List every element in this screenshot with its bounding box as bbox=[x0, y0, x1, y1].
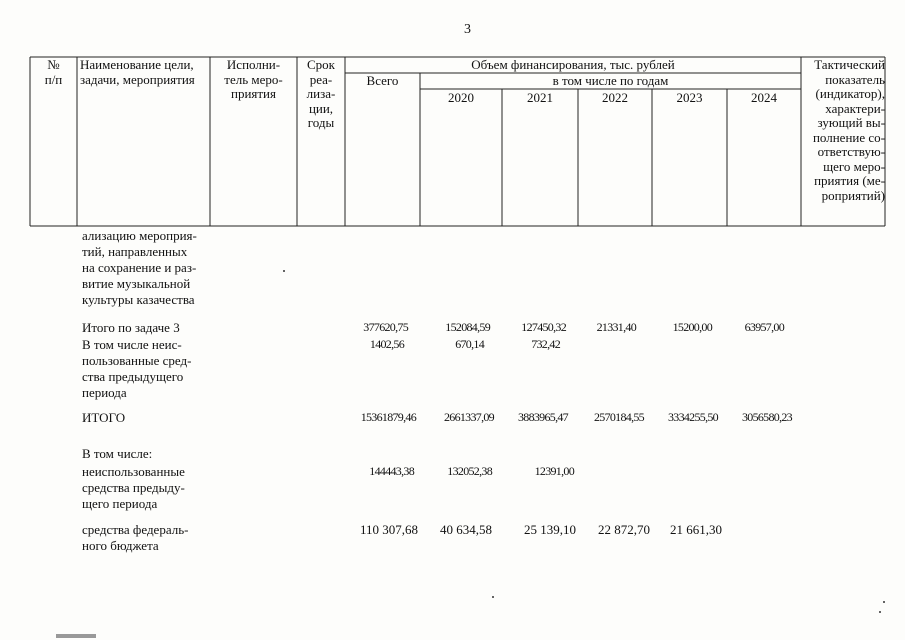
total-2021: 3883965,47 bbox=[517, 410, 568, 424]
task3-2020: 152084,59 bbox=[445, 320, 490, 334]
task3-2023: 15200,00 bbox=[672, 320, 712, 334]
task3-total: 377620,75 bbox=[363, 320, 408, 334]
header-year-2020: 2020 bbox=[448, 90, 474, 105]
page-number: 3 bbox=[464, 22, 471, 37]
row-task3-label: Итого по задаче 3 bbox=[82, 320, 180, 335]
header-funding: Объем финансирования, тыс. рублей bbox=[471, 57, 675, 72]
unused-2021: 732,42 bbox=[531, 337, 560, 351]
row-total-label: ИТОГО bbox=[82, 410, 126, 425]
header-total: Всего bbox=[366, 73, 399, 88]
row-unused-label: В том числе неис- пользованные сред- ства предыдущего периода bbox=[82, 337, 192, 400]
header-number: № п/п bbox=[44, 57, 63, 87]
total-2022: 2570184,55 bbox=[593, 410, 644, 424]
prev-unused-total: 144443,38 bbox=[369, 464, 414, 478]
prev-unused-2020: 132052,38 bbox=[447, 464, 492, 478]
scan-smudge bbox=[56, 634, 96, 638]
task3-2021: 127450,32 bbox=[521, 320, 566, 334]
scan-speck bbox=[879, 611, 881, 613]
row-including-label: В том числе: bbox=[82, 446, 153, 461]
unused-total: 1402,56 bbox=[369, 337, 404, 351]
header-term: Срок реа- лиза- ции, годы bbox=[306, 57, 336, 130]
header-year-2024: 2024 bbox=[751, 90, 777, 105]
federal-2022: 22 872,70 bbox=[598, 522, 650, 537]
row-prev-unused-label: неиспользованные средства предыду- щего периода bbox=[82, 464, 185, 511]
federal-2020: 40 634,58 bbox=[440, 522, 492, 537]
task3-2022: 21331,40 bbox=[596, 320, 636, 334]
header-year-2023: 2023 bbox=[676, 90, 703, 105]
scan-speck bbox=[283, 270, 285, 272]
prev-unused-2021: 12391,00 bbox=[534, 464, 574, 478]
header-year-2022: 2022 bbox=[602, 90, 628, 105]
header-year-2021: 2021 bbox=[527, 90, 553, 105]
row-federal-label: средства федераль- ного бюджета bbox=[82, 522, 189, 553]
header-indicator: Тактический показатель (индикатор), характери- зующий вы- полнение со- ответствую- щего меро- приятия (ме- роприятий) bbox=[812, 57, 885, 203]
total-2023: 3334255,50 bbox=[667, 410, 718, 424]
total-2020: 2661337,09 bbox=[443, 410, 494, 424]
federal-total: 110 307,68 bbox=[359, 522, 418, 537]
federal-2021: 25 139,10 bbox=[524, 522, 576, 537]
unused-2020: 670,14 bbox=[455, 337, 484, 351]
header-executor: Исполни- тель меро- приятия bbox=[224, 57, 283, 101]
row-continuation-label: ализацию мероприя- тий, направленных на сохранение и раз- витие музыкальной культуры казачества bbox=[82, 228, 197, 307]
header-name: Наименование цели, задачи, мероприятия bbox=[80, 57, 195, 87]
task3-2024: 63957,00 bbox=[744, 320, 784, 334]
scan-speck bbox=[492, 596, 494, 598]
total-2024: 3056580,23 bbox=[741, 410, 792, 424]
federal-2023: 21 661,30 bbox=[670, 522, 722, 537]
scan-speck bbox=[883, 601, 885, 603]
header-by-year: в том числе по годам bbox=[552, 73, 669, 88]
total-sum: 15361879,46 bbox=[360, 410, 416, 424]
